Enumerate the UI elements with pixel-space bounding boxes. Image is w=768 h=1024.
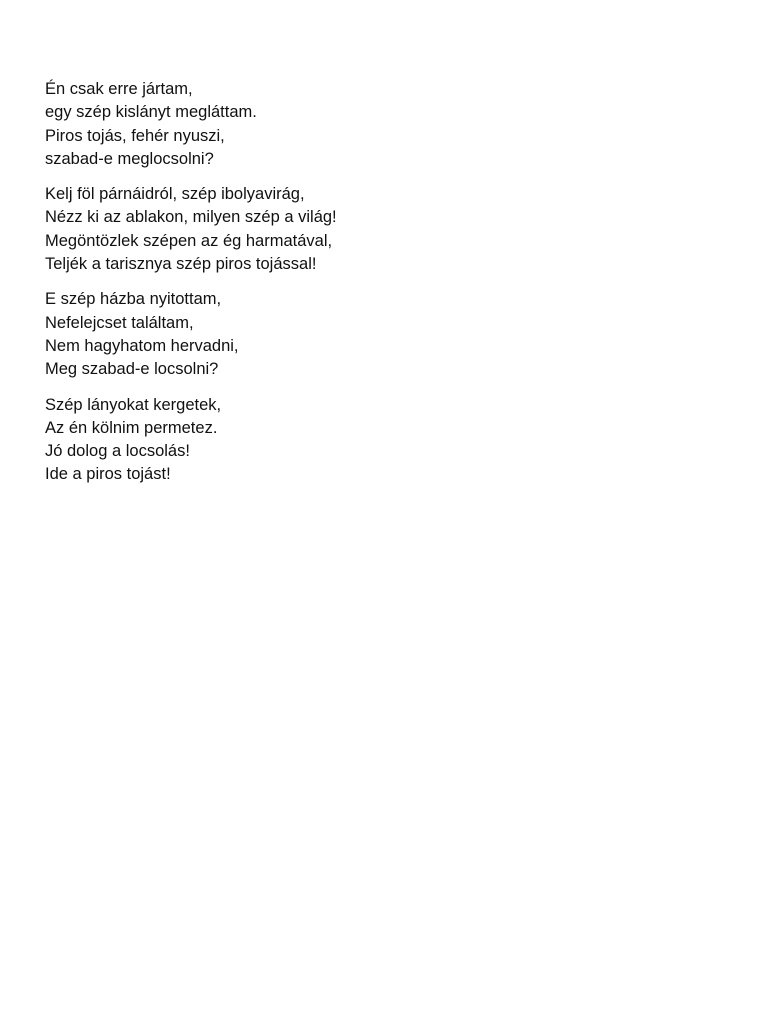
poem-line: Az én kölnim permetez. xyxy=(45,418,218,437)
stanza-3 xyxy=(45,288,725,381)
poem-line: Ide a piros tojást! xyxy=(45,465,171,484)
poem-line: Nefelejcset találtam, xyxy=(45,313,194,332)
poem-line: Teljék a tarisznya szép piros tojással! xyxy=(45,255,317,274)
poem-line: egy szép kislányt megláttam. xyxy=(45,103,257,122)
stanza-1 xyxy=(45,78,725,171)
stanza-4 xyxy=(45,394,725,487)
poem-line: Szép lányokat kergetek, xyxy=(45,395,222,414)
poem-line: szabad-e meglocsolni? xyxy=(45,149,214,168)
poem-line: Én csak erre jártam, xyxy=(45,80,193,98)
poem-line: Meg szabad-e locsolni? xyxy=(45,360,219,379)
poem-line: Piros tojás, fehér nyuszi, xyxy=(45,126,225,145)
stanza-2 xyxy=(45,183,725,276)
poem-line: Megöntözlek szépen az ég harmatával, xyxy=(45,231,333,250)
poem-line: Nem hagyhatom hervadni, xyxy=(45,336,239,355)
poem-text xyxy=(45,78,725,499)
poem-line: Nézz ki az ablakon, milyen szép a világ! xyxy=(45,208,337,227)
poem-line: E szép házba nyitottam, xyxy=(45,290,222,309)
poem-line: Kelj föl párnáidról, szép ibolyavirág, xyxy=(45,185,305,204)
poem-line: Jó dolog a locsolás! xyxy=(45,442,190,461)
